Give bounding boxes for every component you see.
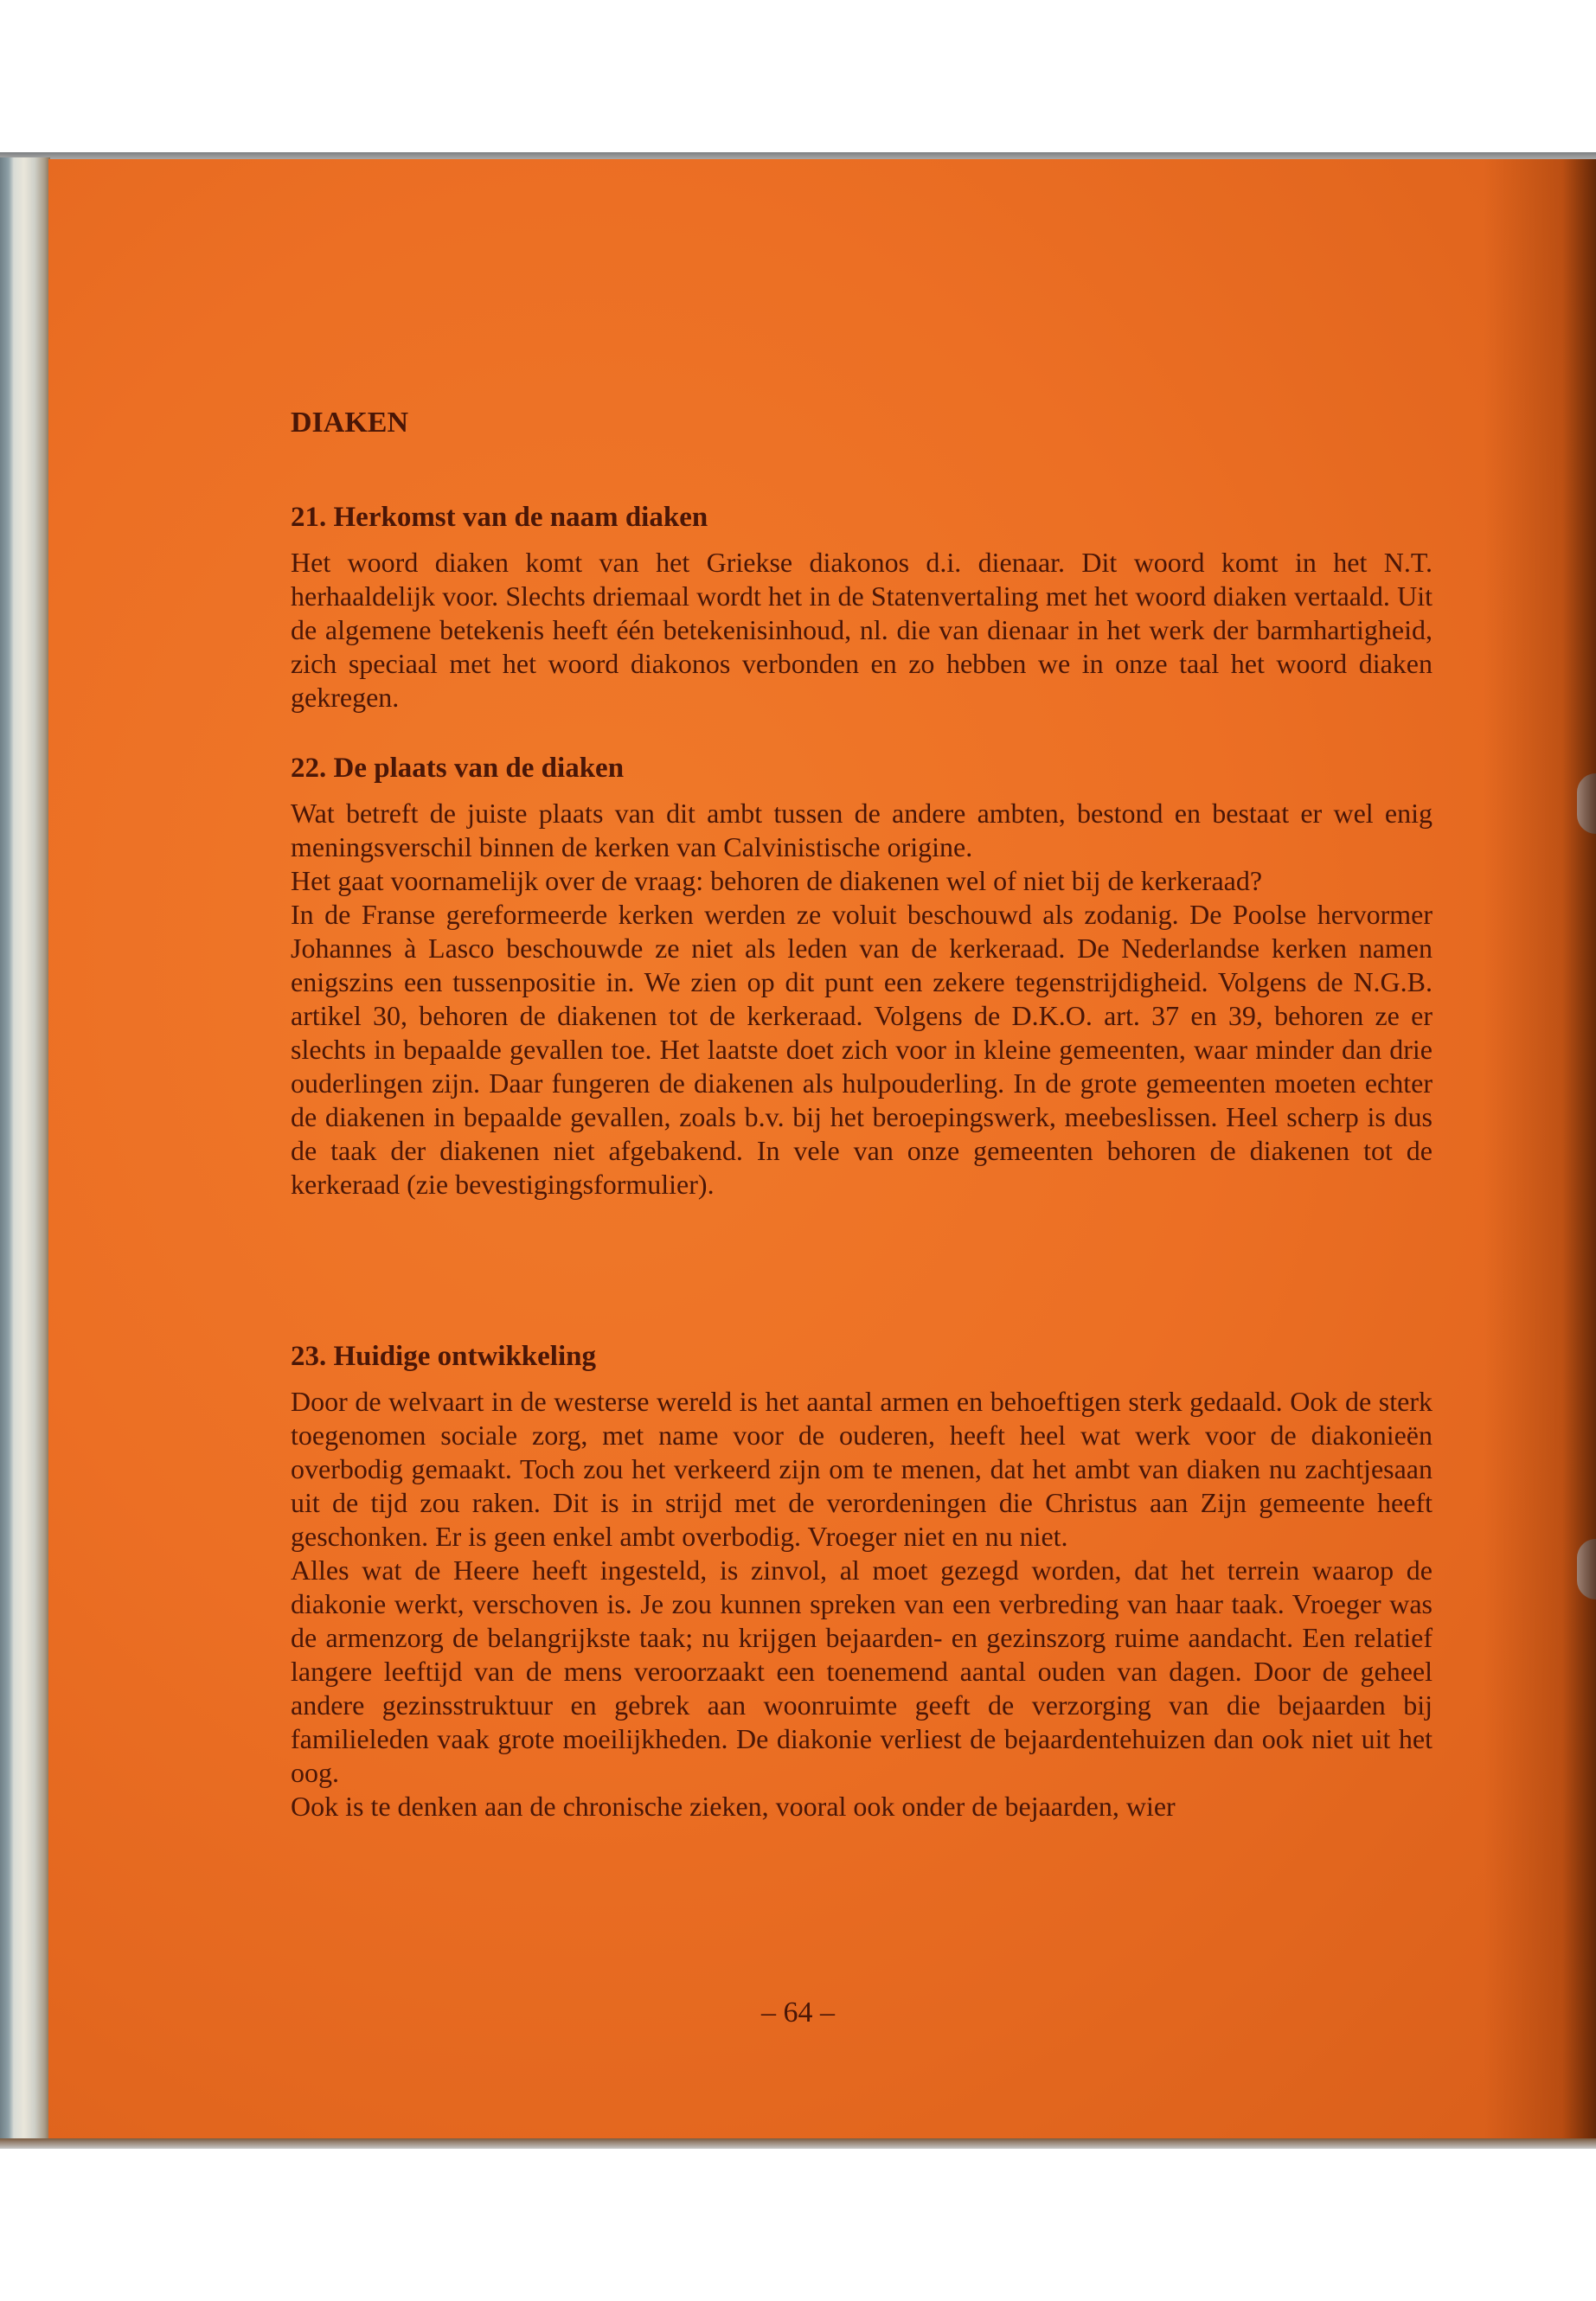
paragraph: Alles wat de Heere heeft ingesteld, is zinvol, al moet gezegd worden, dat het terrein waarop de diakonie werkt, verschoven is. Je zou kunnen spreken van een verbreding van haar taak. Vroeger was de armenzorg de belangrijkste taak; nu krijgen bejaarden- en gezinszorg ruime aandacht. Een relatief langere leeftijd van de mens veroorzaakt een toenemend aantal ouden van dagen. Door de geheel andere gezinsstruktuur en gebrek aan woonruimte geeft de verzorging van die bejaarden bij familieleden vaak grote moeilijkheden. De diakonie verliest de bejaardentehuizen dan ook niet uit het oog.: [291, 1554, 1433, 1788]
section-heading: 21. Herkomst van de naam diaken: [291, 502, 708, 533]
section-heading: 22. De plaats van de diaken: [291, 753, 625, 784]
section-22: [291, 753, 1433, 1202]
paragraph: Door de welvaart in de westerse wereld is het aantal armen en behoeftigen sterk gedaald. Ook de sterk toegenomen sociale zorg, met name voor de ouderen, heeft heel wat werk voor de diakonieën overbodig gemaakt. Toch zou het verkeerd zijn om te menen, dat het ambt van diaken nu zachtjesaan uit de tijd zou raken. Dit is in strijd met de verordeningen die Christus aan Zijn gemeente heeft geschonken. Er is geen enkel ambt overbodig. Vroeger niet en nu niet.: [291, 1386, 1433, 1552]
book-left-edge: [0, 157, 50, 2147]
book-bottom-edge: [0, 2138, 1596, 2149]
binder-ring-lower: [1577, 1539, 1596, 1599]
paragraph: Het gaat voornamelijk over de vraag: behoren de diakenen wel of niet bij de kerkeraad?: [291, 865, 1263, 896]
section-21: [291, 502, 1433, 715]
paragraph: Het woord diaken komt van het Griekse diakonos d.i. dienaar. Dit woord komt in het N.T. herhaaldelijk voor. Slechts driemaal wordt het in de Statenvertaling met het woord diaken vertaald. Uit de algemene betekenis heeft één betekenisinhoud, nl. die van dienaar in het werk der barmhartigheid, zich speciaal met het woord diakonos verbonden en zo hebben we in onze taal het woord diaken gekregen.: [291, 547, 1433, 713]
paragraph: Ook is te denken aan de chronische zieken, vooral ook onder de bejaarden, wier: [291, 1791, 1176, 1822]
section-23: [291, 1341, 1433, 1823]
book-top-edge: [0, 152, 1596, 159]
paragraph: Wat betreft de juiste plaats van dit ambt tussen de andere ambten, bestond en bestaat er wel enig meningsverschil binnen de kerken van Calvinistische origine.: [291, 798, 1433, 862]
paragraph: In de Franse gereformeerde kerken werden ze voluit beschouwd als zodanig. De Poolse hervormer Johannes à Lasco beschouwde ze niet als leden van de kerkeraad. De Nederlandse kerken namen enigszins een tussenpositie in. We zien op dit punt een zekere tegenstrijdigheid. Volgens de N.G.B. artikel 30, behoren de diakenen tot de kerkeraad. Volgens de D.K.O. art. 37 en 39, behoren ze er slechts in bepaalde gevallen toe. Het laatste doet zich voor in kleine gemeenten, waar minder dan drie ouderlingen zijn. Daar fungeren de diakenen als hulpouderling. In de grote gemeenten moeten echter de diakenen in bepaalde gevallen, zoals b.v. bij het beroepingswerk, meebeslissen. Heel scherp is dus de taak der diakenen niet afgebakend. In vele van onze gemeenten behoren de diakenen tot de kerkeraad (zie bevestigingsformulier).: [291, 899, 1433, 1200]
section-heading: 23. Huidige ontwikkeling: [291, 1341, 596, 1372]
binder-ring-upper: [1577, 773, 1596, 834]
page-number: – 64 –: [761, 1997, 835, 2029]
page-title: DIAKEN: [291, 407, 409, 439]
